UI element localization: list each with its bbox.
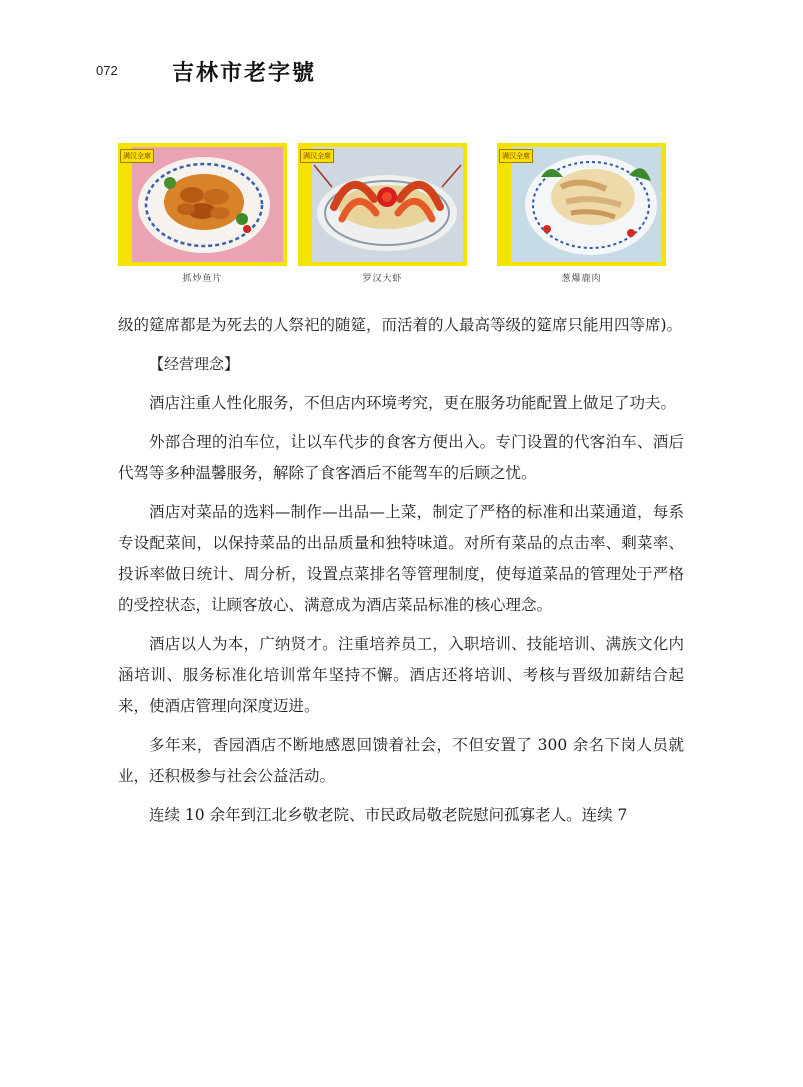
dish-photo-card-1	[118, 143, 287, 284]
dish-photo-2	[312, 147, 463, 262]
section-heading: 【经营理念】	[149, 355, 240, 373]
dish-photo-frame-3	[497, 143, 666, 266]
dish-caption-2: 罗汉大虾	[362, 274, 403, 284]
paragraph-4: 酒店对菜品的选料—制作—出品—上菜，制定了严格的标准和出菜通道，每系专设配菜间，以保持菜品的出品质量和独特味道。对所有菜品的点击率、剩菜率、投诉率做日统计、周分析，设置点菜排名等管理制度，使每道菜品的管理处于严格的受控状态，让顾客放心、满意成为酒店菜品标准的核心理念。	[118, 503, 684, 614]
dish-photo-card-3	[497, 143, 666, 284]
paragraph-3: 外部合理的泊车位，让以车代步的食客方便出入。专门设置的代客泊车、酒后代驾等多种温馨服务，解除了食客酒后不能驾车的后顾之忧。	[118, 433, 684, 482]
shrimp-dish-image	[312, 147, 463, 262]
paragraph-7: 连续 10 余年到江北乡敬老院、市民政局敬老院慰问孤寡老人。连续 7	[149, 806, 628, 824]
dish-photo-frame-2	[298, 143, 467, 266]
dish-photo-1	[132, 147, 283, 262]
dish-photo-card-2	[298, 143, 467, 284]
fish-dish-image	[132, 147, 283, 262]
dish-caption-3: 葱爆鹿肉	[561, 274, 602, 284]
dish-photo-frame-1	[118, 143, 287, 266]
paragraph-5: 酒店以人为本，广纳贤才。注重培养员工，入职培训、技能培训、满族文化内涵培训、服务标准化培训常年坚持不懈。酒店还将培训、考核与晋级加薪结合起来，使酒店管理向深度迈进。	[118, 635, 684, 715]
venison-dish-image	[511, 147, 662, 262]
dish-photo-row	[118, 143, 685, 288]
paragraph-2: 酒店注重人性化服务，不但店内环境考究，更在服务功能配置上做足了功夫。	[149, 394, 677, 412]
page-number: 072	[96, 63, 118, 78]
dish-caption-1: 抓炒鱼片	[182, 274, 223, 284]
article-body	[118, 310, 684, 839]
paragraph-6: 多年来，香园酒店不断地感恩回馈着社会，不但安置了 300 余名下岗人员就业，还积极参与社会公益活动。	[118, 736, 684, 785]
dish-photo-3	[511, 147, 662, 262]
book-title: 吉林市老字號	[172, 60, 317, 86]
paragraph-1: 级的筵席都是为死去的人祭祀的随筵，而活着的人最高等级的筵席只能用四等席)。	[118, 316, 683, 334]
dish-badge-1: 满汉全席	[120, 149, 154, 163]
dish-badge-2: 满汉全席	[300, 149, 334, 163]
dish-badge-3: 满汉全席	[499, 149, 533, 163]
